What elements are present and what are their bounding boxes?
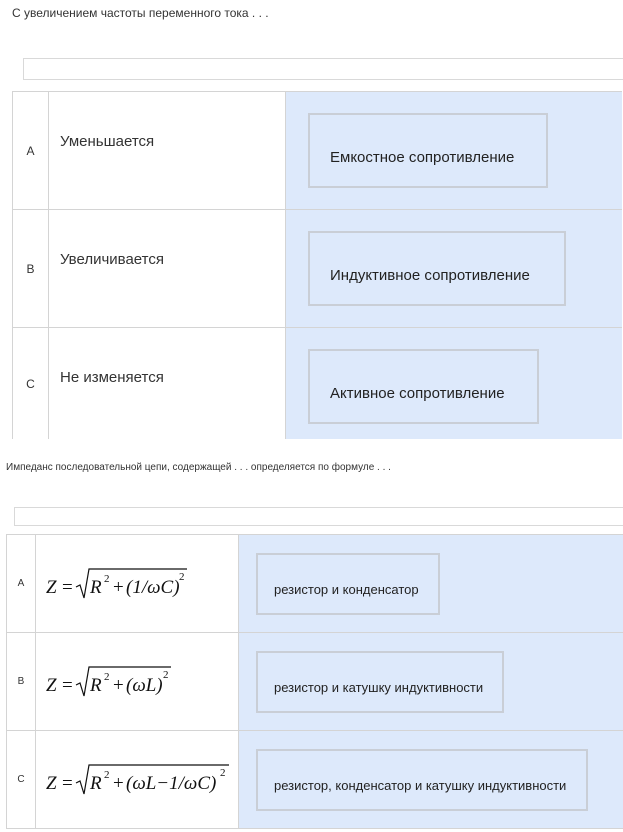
svg-text:(ωL−1/ωC): (ωL−1/ωC) bbox=[126, 773, 217, 794]
svg-text:=: = bbox=[62, 577, 73, 598]
svg-text:R: R bbox=[90, 773, 102, 794]
svg-text:Z: Z bbox=[46, 773, 57, 794]
answer-strip-2[interactable] bbox=[14, 507, 623, 526]
question-2-title: Импеданс последовательной цепи, содержащей . . . определяется по формуле . . . bbox=[6, 462, 391, 473]
svg-text:Z: Z bbox=[46, 577, 57, 598]
table-row bbox=[13, 92, 623, 210]
row-statement: Уменьшается bbox=[60, 133, 155, 150]
table-row bbox=[7, 731, 623, 829]
drop-zone[interactable] bbox=[286, 92, 623, 210]
drop-zone[interactable] bbox=[239, 535, 623, 633]
table-row bbox=[13, 210, 623, 328]
svg-text:2: 2 bbox=[104, 573, 110, 585]
answer-strip-1[interactable] bbox=[23, 58, 623, 80]
svg-text:+: + bbox=[113, 675, 124, 696]
match-table-2 bbox=[6, 534, 623, 829]
svg-text:+: + bbox=[113, 577, 124, 598]
svg-text:2: 2 bbox=[163, 669, 169, 681]
svg-text:=: = bbox=[62, 773, 73, 794]
svg-text:+: + bbox=[113, 773, 124, 794]
drop-zone[interactable] bbox=[239, 731, 623, 829]
svg-text:2: 2 bbox=[104, 769, 110, 781]
row-letter: A bbox=[7, 535, 36, 633]
svg-text:2: 2 bbox=[179, 571, 185, 583]
table-row bbox=[7, 633, 623, 731]
svg-text:Z: Z bbox=[46, 675, 57, 696]
row-statement: Не изменяется bbox=[60, 369, 164, 386]
row-letter: A bbox=[13, 92, 49, 210]
row-letter: B bbox=[13, 210, 49, 328]
answer-card[interactable]: резистор и конденсатор bbox=[256, 553, 440, 615]
answer-card[interactable]: Активное сопротивление bbox=[308, 349, 539, 424]
row-letter: C bbox=[13, 328, 49, 440]
table-row bbox=[7, 535, 623, 633]
svg-text:(ωL): (ωL) bbox=[126, 675, 163, 696]
answer-card[interactable]: резистор и катушку индуктивности bbox=[256, 651, 504, 713]
svg-text:R: R bbox=[90, 675, 102, 696]
impedance-formula bbox=[46, 763, 231, 797]
answer-card[interactable]: резистор, конденсатор и катушку индуктивности bbox=[256, 749, 588, 811]
svg-text:(1/ωC): (1/ωC) bbox=[126, 577, 180, 598]
impedance-formula bbox=[46, 567, 231, 601]
row-statement: Увеличивается bbox=[60, 251, 164, 268]
row-letter: C bbox=[7, 731, 36, 829]
svg-text:R: R bbox=[90, 577, 102, 598]
svg-text:=: = bbox=[62, 675, 73, 696]
row-letter: B bbox=[7, 633, 36, 731]
answer-card[interactable]: Индуктивное сопротивление bbox=[308, 231, 566, 306]
svg-text:2: 2 bbox=[220, 767, 226, 779]
drop-zone[interactable] bbox=[239, 633, 623, 731]
answer-card[interactable]: Емкостное сопротивление bbox=[308, 113, 548, 188]
svg-text:2: 2 bbox=[104, 671, 110, 683]
question-1-title: С увеличением частоты переменного тока . . . bbox=[12, 6, 269, 20]
drop-zone[interactable] bbox=[286, 328, 623, 440]
table-row bbox=[13, 328, 623, 440]
impedance-formula bbox=[46, 665, 231, 699]
match-table-1 bbox=[12, 91, 622, 439]
drop-zone[interactable] bbox=[286, 210, 623, 328]
